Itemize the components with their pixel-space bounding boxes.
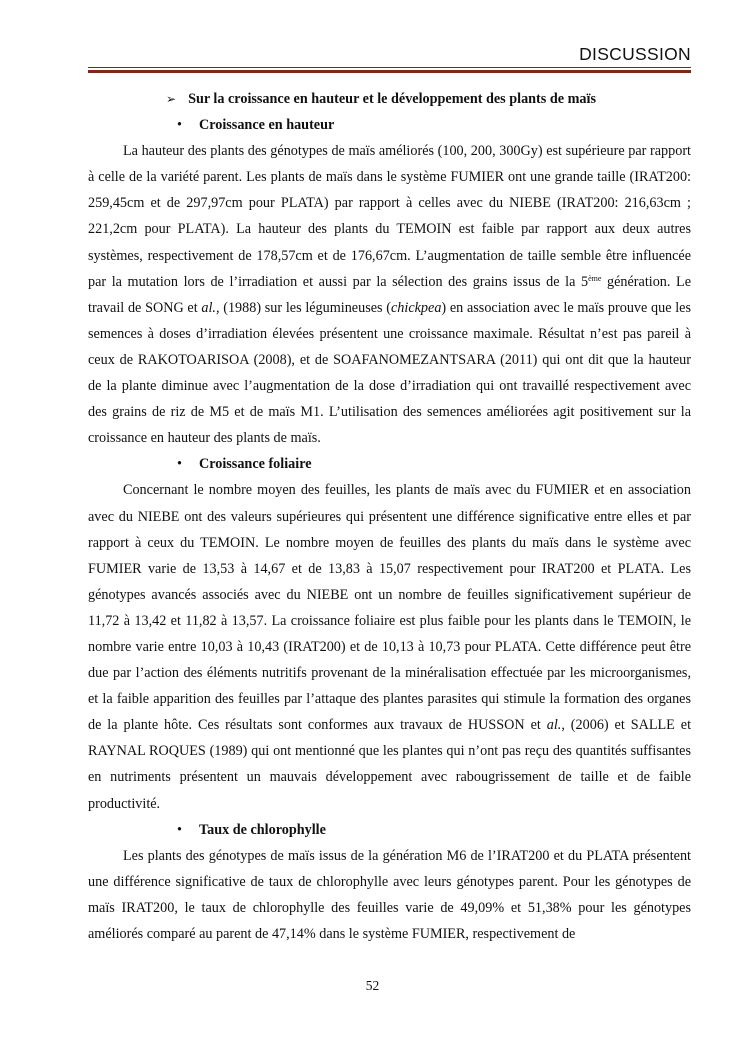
paragraph-text: génération. Le travail de SONG et [88, 273, 692, 316]
section-heading [166, 86, 691, 112]
subsection-heading-text: Croissance en hauteur [198, 117, 335, 134]
page-header: DISCUSSION [579, 44, 691, 64]
bullet-icon: • [177, 456, 182, 473]
subsection-heading-text: Croissance foliaire [198, 456, 312, 473]
paragraph-text: Concernant le nombre moyen des feuilles, les plants de maïs avec du FUMIER et en association avec du NIEBE ont des valeurs supérieures qui présentent une différence significative entre elles et par rapport à ceux du TEMOIN. Le nombre moyen de feuilles des plants du maïs dans le système avec FUMIER varie de 13,53 à 14,67 et de 13,83 à 15,07 respectivement pour IRAT200 et PLATA. Les génotypes avancés associés avec du NIEBE ont un nombre de feuilles significativement supérieur de 11,72 à 13,42 et 11,82 à 13,57. La croissance foliaire est plus faible pour les plants dans le TEMOIN, le nombre varie entre 10,03 à 10,43 (IRAT200) et de 10,13 à 10,73 pour PLATA. Cette différence peut être due par l’action des éléments nutritifs provenant de la minéralisation effectuée par les microorganismes, et la faible apparition des feuilles par l’attaque des plantes parasites qui stimule la formation des organes de la plante hôte. Ces résultats sont conformes aux travaux de HUSSON et [88, 482, 691, 734]
subsection-heading-croissance-foliaire [177, 451, 691, 477]
paragraph-text: (1988) sur les légumineuses ( [219, 299, 391, 316]
paragraph-text: Les plants des génotypes de maïs issus de la génération M6 de l’IRAT200 et du PLATA présentent une différence significative de taux de chlorophylle avec leurs génotypes parent. Pour les génotypes de maïs IRAT200, le taux de chlorophylle des feuilles varie de 49,09% et 51,38% pour les génotypes améliorés comparé au parent de 47,14% dans le système FUMIER, respectivement de [88, 847, 691, 942]
paragraph-taux-chlorophylle [88, 843, 691, 947]
subsection-heading-text: Taux de chlorophylle [198, 821, 326, 838]
header-rule-thin [88, 67, 691, 68]
bullet-icon: • [177, 117, 182, 134]
page-number: 52 [365, 978, 380, 993]
paragraph-text: La hauteur des plants des génotypes de maïs améliorés (100, 200, 300Gy) est supérieure par rapport à celle de la variété parent. Les plants de maïs dans le système FUMIER ont une grande taille (IRAT200: 259,45cm et de 297,97cm pour PLATA) par rapport à celles avec du NIEBE (IRAT200: 216,63cm ; 221,2cm pour PLATA). La hauteur des plants du TEMOIN est faible par rapport aux deux autres systèmes, respectivement de 178,57cm et de 176,67cm. L’augmentation de taille semble être influencée par la mutation lors de l’irradiation et aussi par la sélection des grains issus de la 5 [88, 143, 691, 290]
subsection-heading-croissance-hauteur [177, 112, 691, 138]
arrow-bullet-icon: ➢ [166, 92, 177, 106]
paragraph-croissance-hauteur [88, 138, 691, 451]
bullet-icon: • [177, 821, 182, 838]
header-rule-thick [88, 70, 691, 73]
section-heading-text: Sur la croissance en hauteur et le développement des plants de maïs [188, 91, 596, 107]
subsection-heading-taux-chlorophylle [177, 817, 691, 843]
superscript: ème [588, 273, 602, 283]
paragraph-croissance-foliaire [88, 477, 691, 816]
paragraph-text: ) en association avec le maïs prouve que les semences à doses d’irradiation élevées présentent une croissance maximale. Résultat n’est pas pareil à ceux de RAKOTOARISOA (2008), et de SOAFANOMEZANTSARA (2011) qui ont dit que la hauteur de la plante diminue avec l’augmentation de la dose d’irradiation qui ont travaillé respectivement avec des grains de riz de M5 et de maïs M1. L’utilisation des semences améliorées agit positivement sur la croissance en hauteur des plants de maïs. [88, 299, 691, 447]
italic-text: chickpea [391, 299, 442, 316]
italic-text: al., [201, 299, 220, 316]
italic-text: al. [546, 717, 562, 734]
page-body [88, 86, 691, 947]
paragraph-text: , (2006) et SALLE et RAYNAL ROQUES (1989) qui ont mentionné que les plantes qui n’ont pas reçu des quantités suffisantes en nutriments présentent un mauvais développement avec rabougrissement de taille et de faible productivité. [88, 717, 692, 812]
